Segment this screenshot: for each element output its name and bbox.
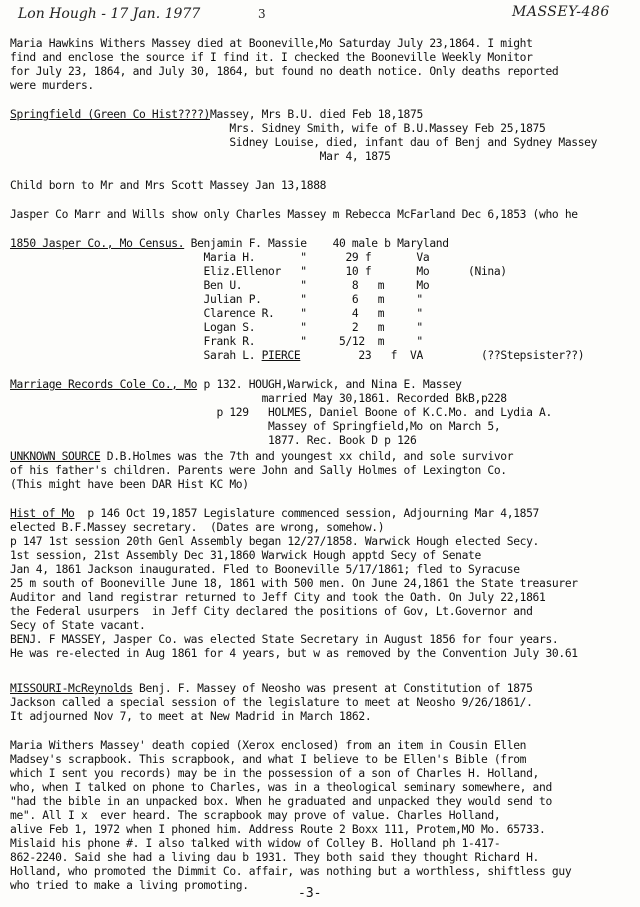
text-line: of his father's children. Parents were John and Sally Holmes of Lexington Co. xyxy=(10,464,507,477)
text-line: who, when I talked on phone to Charles, was in a theological seminary somewhere, and xyxy=(10,781,552,794)
text-line: Frank R. " 5/12 m " xyxy=(10,335,423,348)
source-label: UNKNOWN SOURCE xyxy=(10,450,101,463)
text-line: 862-2240. Said she had a living dau b 1931. They both said they thought Richard H. xyxy=(10,851,540,864)
text-line: find and enclose the source if I find it. I checked the Booneville Weekly Monitor xyxy=(10,51,533,64)
text-line: 1st session, 21st Assembly Dec 31,1860 Warwick Hough apptd Secy of Senate xyxy=(10,549,481,562)
source-label: MISSOURI-McReynolds xyxy=(10,682,133,695)
text-line: Child born to Mr and Mrs Scott Massey Jan 13,1888 xyxy=(10,179,327,192)
page-mark: 3 xyxy=(258,7,266,21)
text-line: "had the bible in an unpacked box. When he graduated and unpacked they would send to xyxy=(10,795,552,808)
text-line: Marriage Records Cole Co., Mo p 132. HOUGH,Warwick, and Nina E. Massey xyxy=(10,378,462,391)
text-line: Jasper Co Marr and Wills show only Charles Massey m Rebecca McFarland Dec 6,1853 (who he xyxy=(10,208,578,221)
text-line: (This might have been DAR Hist KC Mo) xyxy=(10,478,249,491)
source-label: Marriage Records Cole Co., Mo xyxy=(10,378,198,391)
text-line: Clarence R. " 4 m " xyxy=(10,307,423,320)
text-line: for July 23, 1864, and July 30, 1864, but found no death notice. Only deaths reported xyxy=(10,65,559,78)
source-label: Springfield (Green Co Hist????) xyxy=(10,108,210,121)
text-line: me". All I x ever heard. The scrapbook may prove of value. Charles Holland, xyxy=(10,809,501,822)
text-line: Hist of Mo p 146 Oct 19,1857 Legislature commenced session, Adjourning Mar 4,1857 xyxy=(10,507,540,520)
text-line: Madsey's scrapbook. This scrapbook, and what I believe to be Ellen's Bible (from xyxy=(10,753,527,766)
text-line: Ben U. " 8 m Mo xyxy=(10,279,430,292)
text-line: Maria H. " 29 f Va xyxy=(10,251,430,264)
text-line: It adjourned Nov 7, to meet at New Madrid in March 1862. xyxy=(10,710,372,723)
text-line: 1850 Jasper Co., Mo Census. Benjamin F. Massie 40 male b Maryland xyxy=(10,237,449,250)
text-line: which I sent you records) may be in the possession of a son of Charles H. Holland, xyxy=(10,767,540,780)
text-line: elected B.F.Massey secretary. (Dates are wrong, somehow.) xyxy=(10,521,385,534)
text-line: Mislaid his phone #. I also talked with widow of Colley B. Holland ph 1-417- xyxy=(10,837,501,850)
handwritten-note: Lon Hough - 17 Jan. 1977 xyxy=(18,6,201,22)
text-line: Holland, who promoted the Dimmit Co. affair, was nothing but a worthless, shiftless guy xyxy=(10,865,572,878)
source-label: 1850 Jasper Co., Mo Census. xyxy=(10,237,185,250)
text-line: Secy of State vacant. xyxy=(10,619,146,632)
text-line: Julian P. " 6 m " xyxy=(10,293,423,306)
text-line: Massey of Springfield,Mo on March 5, xyxy=(10,420,501,433)
text-line: were murders. xyxy=(10,79,94,92)
text-line: Logan S. " 2 m " xyxy=(10,321,423,334)
text-line: Mrs. Sidney Smith, wife of B.U.Massey Feb 25,1875 xyxy=(10,122,546,135)
text-line: 25 m south of Booneville June 18, 1861 with 500 men. On June 24,1861 the State treasurer xyxy=(10,577,578,590)
page-number: -3- xyxy=(298,886,322,901)
text-line: the Federal usurpers in Jeff City declared the positions of Gov, Lt.Governor and xyxy=(10,605,533,618)
text-line: Sidney Louise, died, infant dau of Benj and Sydney Massey xyxy=(10,136,598,149)
text-line: p 129 HOLMES, Daniel Boone of K.C.Mo. and Lydia A. xyxy=(10,406,552,419)
text-line: married May 30,1861. Recorded BkB,p228 xyxy=(10,392,507,405)
text-line: UNKNOWN SOURCE D.B.Holmes was the 7th and youngest xx child, and sole survivor xyxy=(10,450,514,463)
text-line: Springfield (Green Co Hist????)Massey, Mrs B.U. died Feb 18,1875 xyxy=(10,108,423,121)
text-line: who tried to make a living promoting. xyxy=(10,879,249,892)
source-label: Hist of Mo xyxy=(10,507,75,520)
text-line: Jackson called a special session of the legislature to meet at Neosho 9/26/1861/. xyxy=(10,696,533,709)
text-line: Sarah L. PIERCE 23 f VA (??Stepsister??) xyxy=(10,349,585,362)
underlined-name: PIERCE xyxy=(261,349,301,362)
text-line: Jan 4, 1861 Jackson inaugurated. Fled to Booneville 5/17/1861; fled to Syracuse xyxy=(10,563,520,576)
file-reference: MASSEY-486 xyxy=(512,4,610,20)
text-line: Auditor and land registrar returned to Jeff City and took the Oath. On July 22,1861 xyxy=(10,591,546,604)
text-line: MISSOURI-McReynolds Benj. F. Massey of Neosho was present at Constitution of 1875 xyxy=(10,682,533,695)
text-line: Maria Withers Massey' death copied (Xerox enclosed) from an item in Cousin Ellen xyxy=(10,739,527,752)
text-line: He was re-elected in Aug 1861 for 4 years, but w as removed by the Convention July 30.61 xyxy=(10,647,578,660)
text-line: Mar 4, 1875 xyxy=(10,150,391,163)
text-line: p 147 1st session 20th Genl Assembly began 12/27/1858. Warwick Hough elected Secy. xyxy=(10,535,540,548)
text-line: 1877. Rec. Book D p 126 xyxy=(10,434,417,447)
text-line: alive Feb 1, 1972 when I phoned him. Address Route 2 Boxx 111, Protem,MO Mo. 65733. xyxy=(10,823,546,836)
text-line: BENJ. F MASSEY, Jasper Co. was elected State Secretary in August 1856 for four years. xyxy=(10,633,559,646)
text-line: Eliz.Ellenor " 10 f Mo (Nina) xyxy=(10,265,507,278)
text-line: Maria Hawkins Withers Massey died at Booneville,Mo Saturday July 23,1864. I might xyxy=(10,37,533,50)
